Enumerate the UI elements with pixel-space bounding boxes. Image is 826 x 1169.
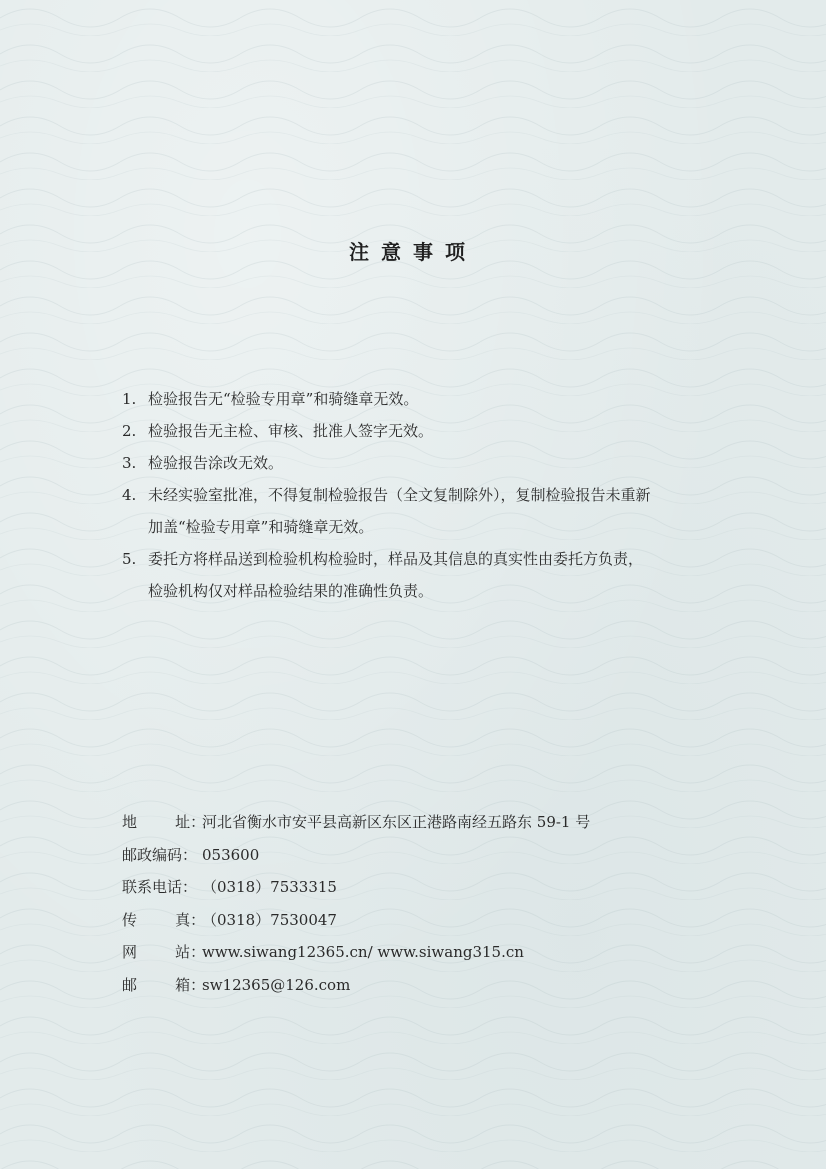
address-value: 河北省衡水市安平县高新区东区正港路南经五路东 59-1 号 <box>202 813 591 831</box>
item-line: 检验报告无“检验专用章”和骑缝章无效。 <box>148 390 419 408</box>
fax-value: （0318）7530047 <box>202 910 337 929</box>
item-line: 加盖“检验专用章”和骑缝章无效。 <box>148 518 374 536</box>
item-text <box>148 415 722 447</box>
list-item <box>122 415 722 447</box>
website-value: www.siwang12365.cn/ www.siwang315.cn <box>202 943 524 961</box>
fax-row <box>122 904 742 937</box>
website-row <box>122 936 742 969</box>
item-number: 3. <box>122 454 137 472</box>
item-number: 5. <box>122 550 137 568</box>
item-line: 未经实验室批准，不得复制检验报告（全文复制除外），复制检验报告未重新 <box>148 486 651 504</box>
postcode-label: 邮政编码： <box>122 845 198 864</box>
item-text <box>148 447 722 479</box>
notice-list <box>122 383 722 607</box>
list-item <box>122 479 722 543</box>
website-label: 网 站： <box>122 943 206 961</box>
item-number: 1. <box>122 390 137 408</box>
email-row <box>122 969 742 1002</box>
list-item <box>122 447 722 479</box>
item-line: 委托方将样品送到检验机构检验时，样品及其信息的真实性由委托方负责， <box>148 550 644 568</box>
item-text <box>148 383 722 415</box>
page-title: 注意事项 <box>349 240 477 264</box>
email-label: 邮 箱： <box>122 975 206 994</box>
item-number: 2. <box>122 422 137 440</box>
item-line: 检验机构仅对样品检验结果的准确性负责。 <box>148 582 434 600</box>
postcode-value: 053600 <box>202 845 260 864</box>
list-item <box>122 383 722 415</box>
address-row <box>122 806 742 839</box>
phone-value: （0318）7533315 <box>202 878 337 896</box>
item-text <box>148 479 722 543</box>
phone-label: 联系电话： <box>122 878 198 896</box>
fax-label: 传 真： <box>122 910 206 929</box>
address-label: 地 址： <box>122 813 206 831</box>
postcode-row <box>122 839 742 872</box>
email-value: sw12365@126.com <box>202 975 351 994</box>
item-line: 检验报告无主检、审核、批准人签字无效。 <box>148 422 434 440</box>
list-item <box>122 543 722 607</box>
contact-info <box>122 806 742 1001</box>
item-line: 检验报告涂改无效。 <box>148 454 284 472</box>
item-number: 4. <box>122 486 137 504</box>
item-text <box>148 543 722 607</box>
phone-row <box>122 871 742 904</box>
